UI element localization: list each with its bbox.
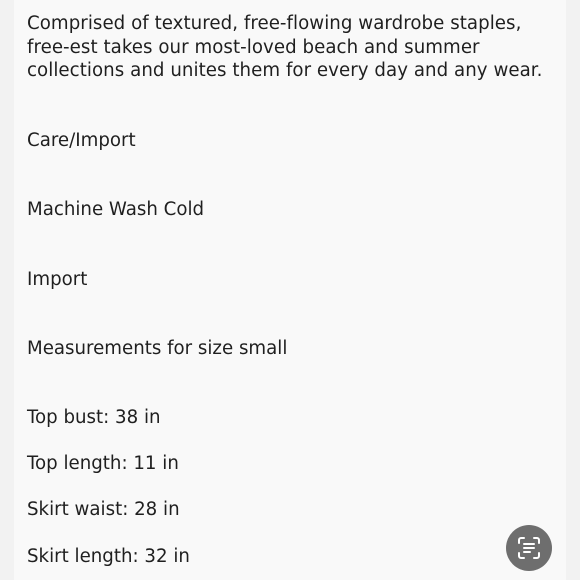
product-description: Comprised of textured, free-flowing wardrobe staples, free-est takes our most-loved beach and summer collections and unites them for every day and any wear. (27, 13, 543, 81)
measurement-skirt-length: Skirt length: 32 in (27, 546, 190, 567)
measurement-top-bust: Top bust: 38 in (27, 407, 161, 428)
text-scan-icon (516, 535, 542, 561)
measurement-top-length: Top length: 11 in (27, 453, 179, 474)
text-scan-button[interactable] (506, 525, 552, 571)
measurements-heading: Measurements for size small (27, 338, 288, 359)
product-details-panel (14, 0, 566, 580)
measurement-skirt-waist: Skirt waist: 28 in (27, 499, 180, 520)
care-wash-instruction: Machine Wash Cold (27, 199, 205, 220)
care-import-heading: Care/Import (27, 130, 136, 151)
care-import-origin: Import (27, 269, 88, 290)
